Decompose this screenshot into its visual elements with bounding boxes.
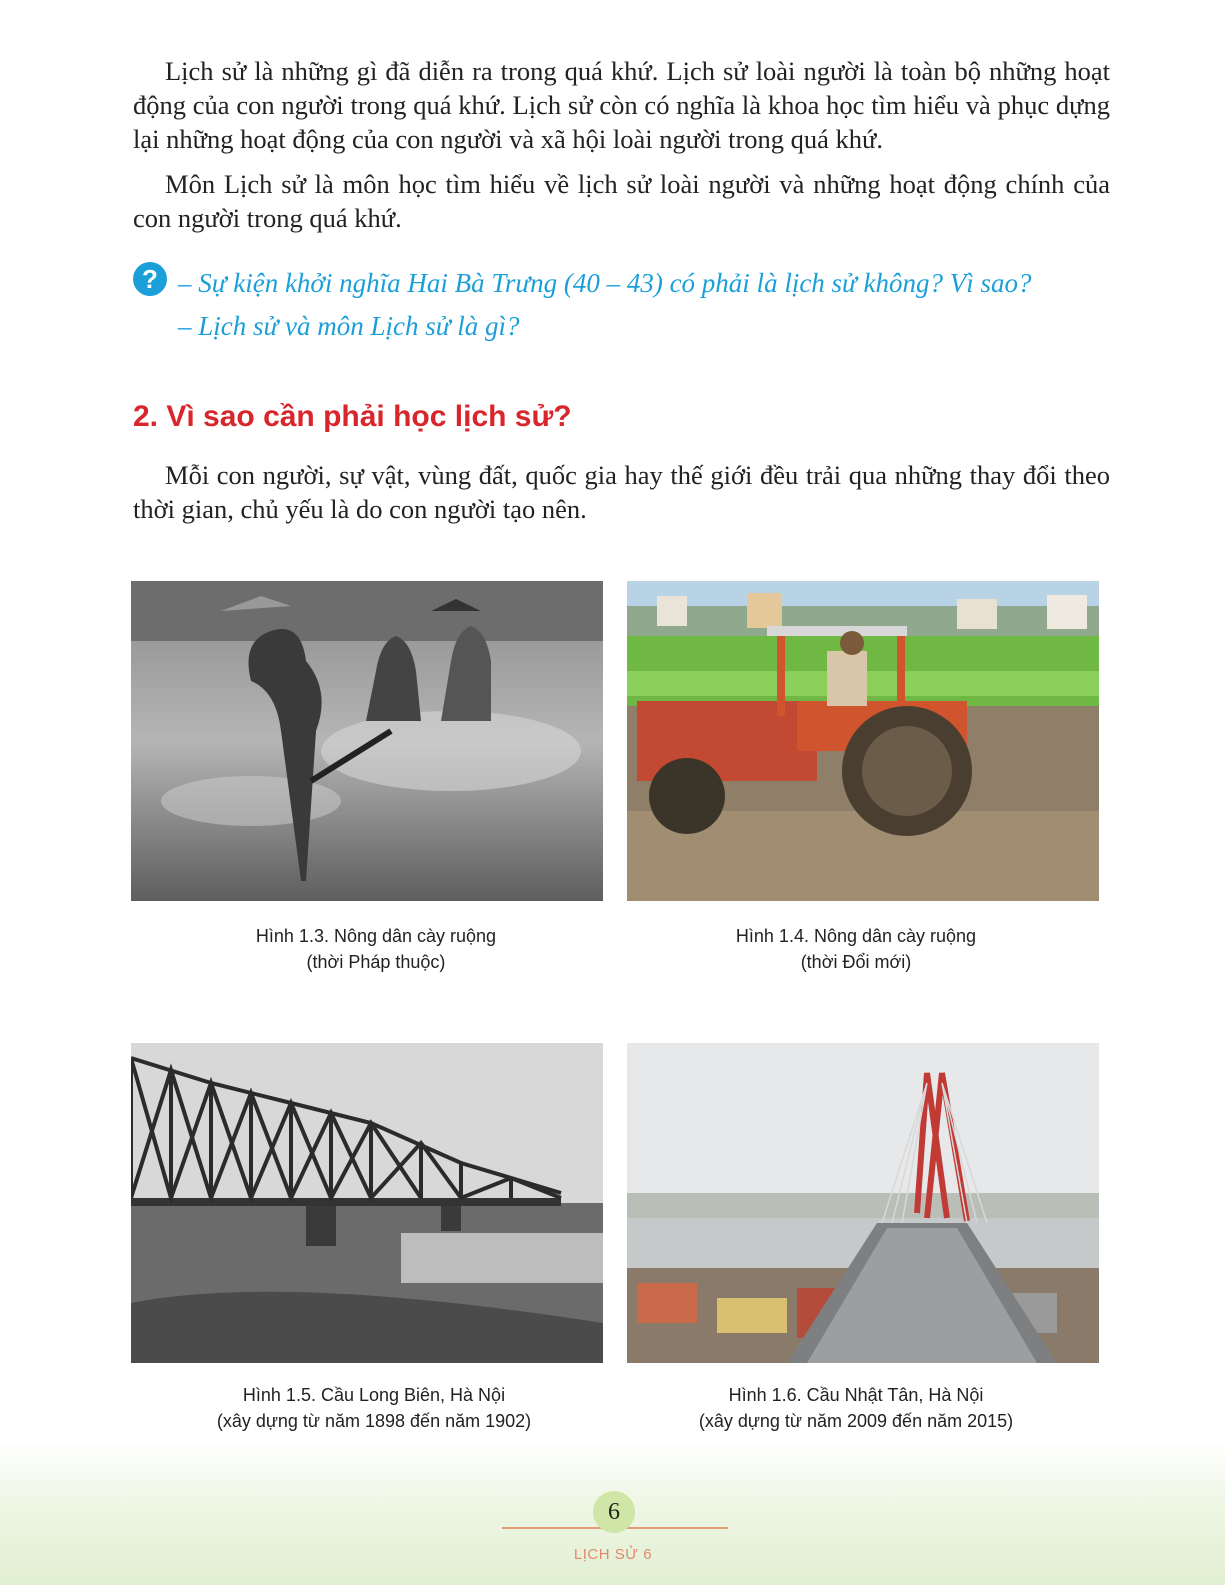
intro-paragraph-1: Lịch sử là những gì đã diễn ra trong quá khứ. Lịch sử loài người là toàn bộ những hoạt động của con người trong quá khứ. Lịch sử còn có nghĩa là khoa học tìm hiểu và phục dựng lại những hoạt động của con người và xã hội loài người trong quá khứ. <box>133 56 1110 154</box>
intro-paragraph-2: Môn Lịch sử là môn học tìm hiểu về lịch sử loài người và những hoạt động chính của con người trong quá khứ. <box>133 169 1110 233</box>
caption-title: Hình 1.5. Cầu Long Biên, Hà Nội <box>242 1385 506 1405</box>
figure-caption-1-3 <box>140 923 612 975</box>
figure-caption-1-4 <box>620 923 1092 975</box>
caption-title: Hình 1.4. Nông dân cày ruộng <box>735 926 977 946</box>
page-number: 6 <box>593 1491 635 1533</box>
figure-farmers-colonial-photo <box>131 581 603 901</box>
caption-title: Hình 1.6. Cầu Nhật Tân, Hà Nội <box>728 1385 984 1405</box>
caption-title: Hình 1.3. Nông dân cày ruộng <box>255 926 497 946</box>
figure-tractor-photo <box>627 581 1099 901</box>
caption-subtitle: (xây dựng từ năm 2009 đến năm 2015) <box>698 1411 1014 1431</box>
caption-subtitle: (thời Đổi mới) <box>800 952 912 972</box>
figure-caption-1-6 <box>620 1382 1092 1434</box>
figure-caption-1-5 <box>138 1382 610 1434</box>
section-paragraph: Mỗi con người, sự vật, vùng đất, quốc gia hay thế giới đều trải qua những thay đổi theo thời gian, chủ yếu là do con người tạo nên. <box>133 460 1110 524</box>
review-question-2: – Lịch sử và môn Lịch sử là gì? <box>178 311 520 341</box>
figure-long-bien-bridge-photo <box>131 1043 603 1363</box>
section-heading: 2. Vì sao cần phải học lịch sử? <box>133 400 572 433</box>
caption-subtitle: (xây dựng từ năm 1898 đến năm 1902) <box>216 1411 532 1431</box>
review-question-1: – Sự kiện khởi nghĩa Hai Bà Trưng (40 – 43) có phải là lịch sử không? Vì sao? <box>178 268 1032 298</box>
caption-subtitle: (thời Pháp thuộc) <box>306 952 446 972</box>
book-title-label: LỊCH SỬ 6 <box>573 1546 653 1563</box>
figure-nhat-tan-bridge-photo <box>627 1043 1099 1363</box>
question-icon: ? <box>133 262 167 296</box>
